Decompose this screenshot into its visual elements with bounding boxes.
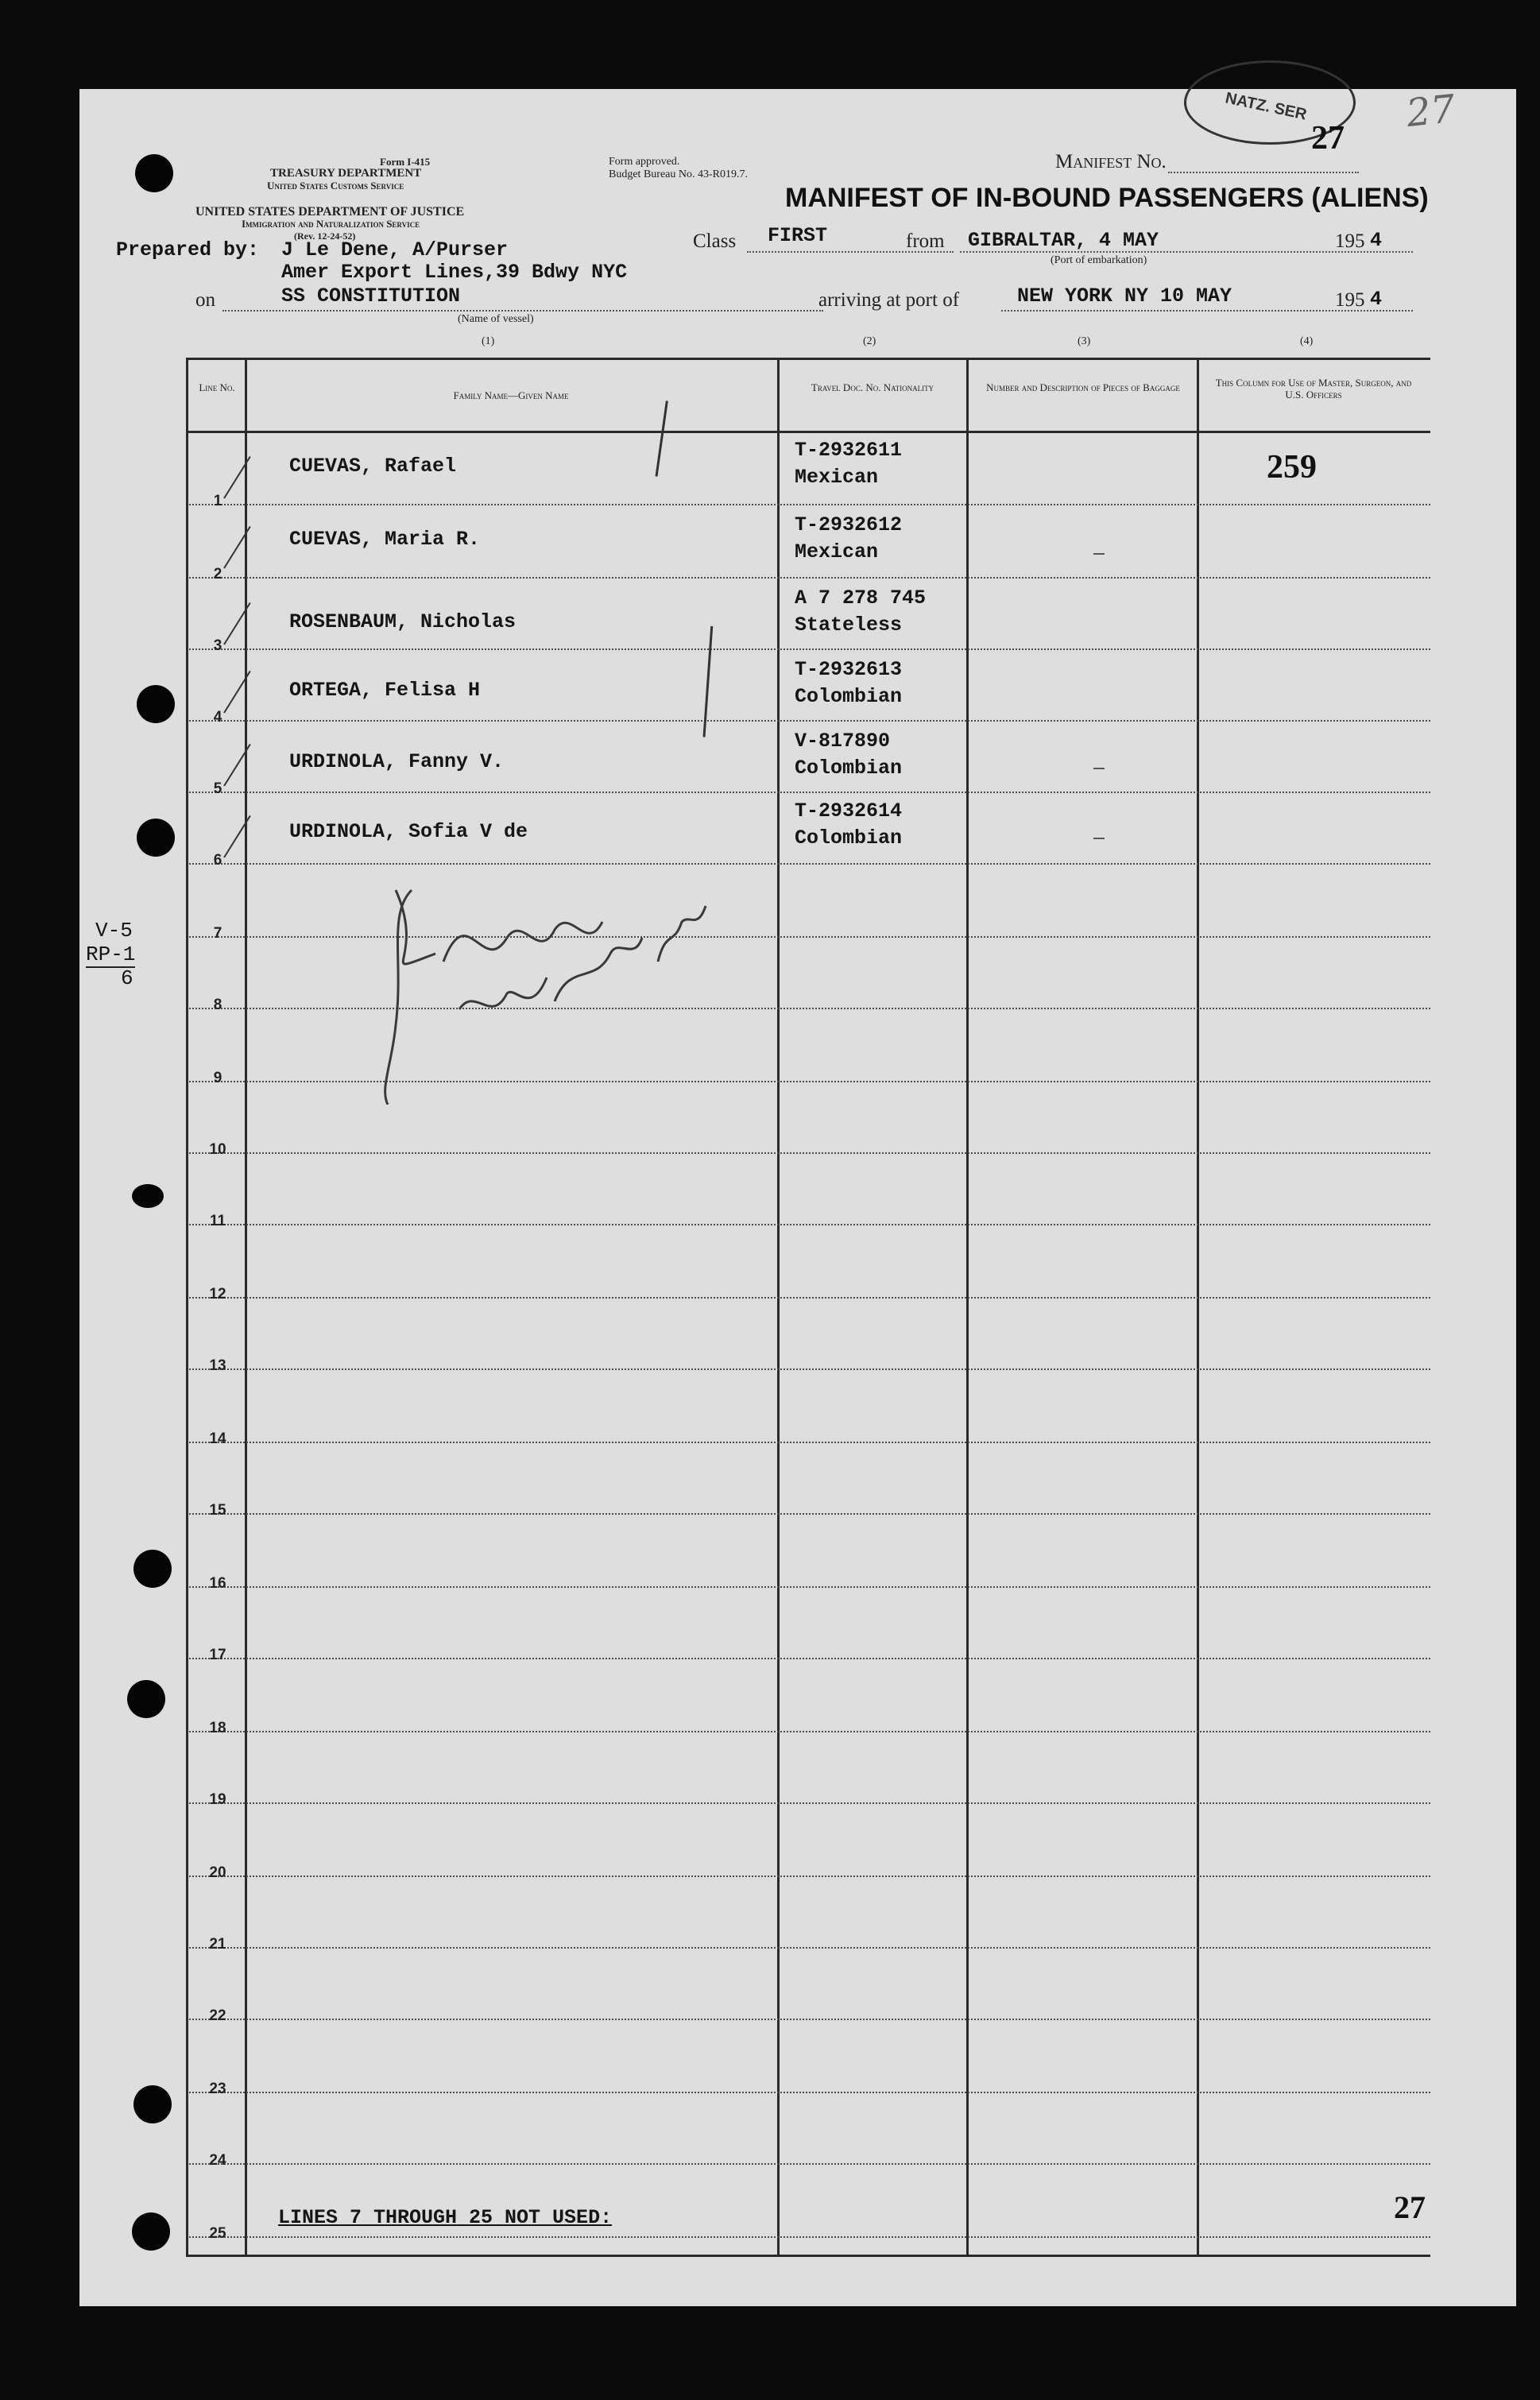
row-rule: [189, 1875, 1430, 1877]
manifest-sheet: [79, 86, 1516, 2306]
from-label: from: [906, 230, 945, 252]
vessel-note: (Name of vessel): [458, 313, 534, 325]
punch-hole: [132, 1184, 164, 1208]
row-rule: [189, 1297, 1430, 1299]
header-officers: This Column for Use of Master, Surgeon, and U.S. Officers: [1215, 377, 1412, 401]
column-number-1: (1): [482, 335, 495, 347]
travel-doc-no: T-2932614: [795, 799, 903, 823]
row-rule: [189, 863, 1430, 865]
ink-stroke: [656, 401, 668, 476]
passenger-name: URDINOLA, Fanny V.: [289, 750, 505, 773]
line-number: 14: [209, 1430, 226, 1447]
row-rule: [189, 792, 1430, 793]
vessel-line: [222, 310, 823, 312]
row-rule: [189, 1802, 1430, 1804]
arriving-label: arriving at port of: [818, 289, 960, 311]
line-number: 18: [209, 1720, 226, 1736]
line-number: 2: [213, 566, 222, 583]
column-divider: [966, 358, 969, 2257]
table-border-top: [186, 358, 1430, 360]
travel-doc-no: T-2932612: [795, 513, 903, 536]
dept-justice: UNITED STATES DEPARTMENT OF JUSTICE: [195, 205, 465, 219]
baggage-dash: [1093, 553, 1105, 555]
form-number: Form I-415: [380, 156, 431, 168]
row-rule: [189, 1442, 1430, 1443]
column-number-4: (4): [1300, 335, 1314, 347]
punch-hole: [135, 154, 173, 192]
class-value: FIRST: [768, 224, 828, 247]
line-number: 22: [209, 2007, 226, 2024]
line-number: 24: [209, 2152, 226, 2169]
revision: (Rev. 12-24-52): [294, 230, 356, 242]
footer-page-number: 27: [1394, 2189, 1426, 2225]
line-number: 1: [213, 493, 222, 509]
row-rule: [189, 2163, 1430, 2165]
row-rule: [189, 1368, 1430, 1370]
table-border-bottom: [186, 2255, 1430, 2257]
header-baggage: Number and Description of Pieces of Baggage: [986, 381, 1180, 393]
customs-service: United States Customs Service: [267, 180, 404, 192]
punch-hole: [132, 2212, 170, 2251]
line-number: 11: [209, 1213, 226, 1229]
nationality: Stateless: [795, 614, 903, 637]
row-rule: [189, 504, 1430, 505]
passenger-name: ORTEGA, Felisa H: [289, 679, 481, 702]
class-label: Class: [693, 230, 737, 252]
line-number: 4: [213, 709, 222, 726]
travel-doc-no: A 7 278 745: [795, 586, 927, 610]
row-rule: [189, 1513, 1430, 1515]
line-number: 10: [209, 1141, 226, 1158]
passenger-name: CUEVAS, Rafael: [289, 455, 457, 478]
travel-doc-no: V-817890: [795, 730, 891, 753]
passenger-name: ROSENBAUM, Nicholas: [289, 610, 517, 633]
row-rule: [189, 1224, 1430, 1225]
line-number: 5: [213, 780, 222, 797]
column-number-3: (3): [1078, 335, 1091, 347]
from-value: GIBRALTAR, 4 MAY: [968, 229, 1159, 252]
passenger-name: CUEVAS, Maria R.: [289, 528, 481, 551]
prepared-by-label: Prepared by:: [116, 238, 260, 261]
row-rule: [189, 577, 1430, 579]
punch-hole: [137, 819, 175, 857]
row-rule: [189, 1658, 1430, 1659]
line-number: 21: [209, 1936, 226, 1953]
manifest-title: MANIFEST OF IN-BOUND PASSENGERS (ALIENS): [785, 183, 1429, 213]
budget-bureau: Budget Bureau No. 43-R019.7.: [609, 168, 748, 180]
margin-note-v5: V-5: [95, 919, 133, 943]
punch-hole: [133, 2085, 172, 2123]
nationality: Colombian: [795, 826, 903, 850]
arrive-year: 4: [1370, 288, 1383, 311]
column-divider: [777, 358, 780, 2257]
port-embark-note: (Port of embarkation): [1051, 254, 1147, 266]
row-rule: [189, 1586, 1430, 1588]
passenger-name: URDINOLA, Sofia V de: [289, 820, 528, 843]
from-year-prefix: 195: [1335, 230, 1365, 252]
row-rule: [189, 2236, 1430, 2238]
prepared-by: J Le Dene, A/Purser: [281, 238, 509, 261]
prepared-address: Amer Export Lines,39 Bdwy NYC: [281, 261, 628, 284]
header-name: Family Name—Given Name: [453, 389, 569, 401]
baggage-dash: [1093, 838, 1105, 839]
header-travel-doc: Travel Doc. No. Nationality: [811, 381, 934, 393]
arrive-year-prefix: 195: [1335, 289, 1365, 311]
travel-doc-no: T-2932611: [795, 439, 903, 462]
row-rule: [189, 720, 1430, 722]
manifest-no-line: [1168, 172, 1359, 173]
line-number: 8: [213, 997, 222, 1013]
ins-service: Immigration and Naturalization Service: [242, 218, 420, 230]
line-number: 7: [213, 925, 222, 942]
column-divider: [1197, 358, 1199, 2257]
arriving-value: NEW YORK NY 10 MAY: [1017, 285, 1232, 308]
from-year: 4: [1370, 229, 1383, 252]
line-number: 25: [209, 2225, 226, 2242]
line-number: 23: [209, 2081, 226, 2097]
row-rule: [189, 1947, 1430, 1949]
punch-hole: [137, 685, 175, 723]
treasury-department: TREASURY DEPARTMENT: [270, 167, 422, 180]
punch-hole: [127, 1680, 165, 1718]
passenger-table: [189, 358, 1430, 2257]
column-number-2: (2): [863, 335, 876, 347]
manifest-no-label: Manifest No.: [1055, 151, 1167, 172]
line-number: 17: [209, 1647, 226, 1663]
line-number: 13: [209, 1357, 226, 1374]
travel-doc-no: T-2932613: [795, 658, 903, 681]
row-rule: [189, 2019, 1430, 2020]
header-line-no: Line No.: [199, 381, 235, 393]
footer-note: LINES 7 THROUGH 25 NOT USED:: [278, 2206, 613, 2229]
punch-hole: [133, 1550, 172, 1588]
line-number: 19: [209, 1791, 226, 1808]
row-rule: [189, 1152, 1430, 1154]
line-number: 3: [213, 637, 222, 654]
margin-note-rp1: RP-1: [86, 943, 136, 966]
baggage-dash: [1093, 768, 1105, 769]
form-approved: Form approved.: [609, 156, 680, 168]
page-number: 27: [1311, 120, 1345, 157]
nationality: Colombian: [795, 685, 903, 708]
table-border-left: [186, 358, 188, 2257]
row-rule: [189, 1731, 1430, 1732]
nationality: Mexican: [795, 540, 879, 563]
margin-note-6: 6: [121, 966, 133, 990]
page-number-handwritten: 27: [1404, 86, 1457, 137]
line-number: 6: [213, 852, 222, 869]
line-number: 15: [209, 1502, 226, 1519]
line-number: 12: [209, 1286, 226, 1303]
line-number: 20: [209, 1864, 226, 1881]
line-number: 16: [209, 1575, 226, 1592]
officer-number: 259: [1267, 449, 1317, 486]
officer-signature: [356, 866, 769, 1105]
on-label: on: [195, 289, 215, 311]
nationality: Mexican: [795, 466, 879, 489]
row-rule: [189, 2092, 1430, 2093]
line-number: 9: [213, 1070, 222, 1086]
stamp-text: NATZ. SER: [1223, 89, 1309, 124]
header-rule: [186, 431, 1430, 433]
nationality: Colombian: [795, 757, 903, 780]
vessel-name: SS CONSTITUTION: [281, 285, 461, 308]
row-rule: [189, 648, 1430, 650]
